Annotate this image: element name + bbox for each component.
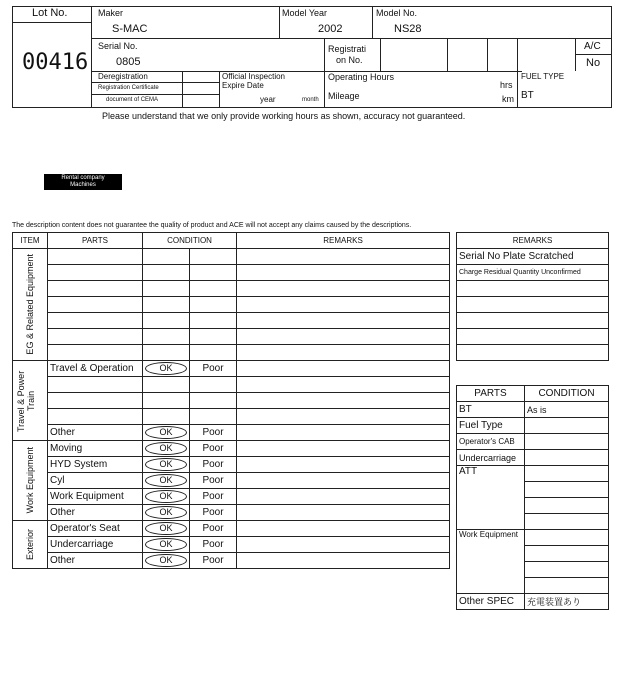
ok-cell [143,473,190,489]
rental-company-badge [44,174,122,190]
part-cell [48,393,143,409]
group-work-label: Work Equipment [25,447,35,514]
registration-label-2: on No. [336,55,363,65]
remarks-empty-row [457,297,609,313]
part-cell [48,377,143,393]
part-other-spec: Other SPEC [457,594,525,610]
divider [575,54,612,55]
poor-label: Poor [190,489,237,505]
registration-certificate-label: Registration Certificate [98,85,159,91]
ac-label: A/C [584,41,601,52]
maker-label: Maker [98,8,124,18]
remarks-cell [237,505,450,521]
condition-work-row [525,546,609,562]
poor-cell [190,249,237,265]
ok-circled-label: OK [145,554,187,567]
part-work-other: Other [48,505,143,521]
ok-cell [143,297,190,313]
part-travel-other: Other [48,425,143,441]
part-fuel-type: Fuel Type [457,418,525,434]
ok-circled-label: OK [145,362,187,375]
divider [517,38,518,108]
divider [219,71,220,108]
remarks-cell [237,345,450,361]
ok-cell [143,553,190,569]
remarks-cell [237,313,450,329]
remarks-cell [237,441,450,457]
ac-value: No [586,57,601,69]
poor-cell [190,409,237,425]
inspection-table [12,232,450,569]
condition-undercarriage [525,450,609,466]
part-cell [48,265,143,281]
ok-cell [143,409,190,425]
poor-cell [190,297,237,313]
divider [92,38,612,39]
serial-label: Serial No. [98,41,138,51]
poor-label: Poor [190,521,237,537]
divider [447,38,448,71]
remarks-cell [237,329,450,345]
col-item-header: ITEM [13,233,48,249]
remarks-cell [237,425,450,441]
part-undercarriage-right: Undercarriage [457,450,525,466]
ok-circled-label: OK [145,426,187,439]
year-label: year [260,95,276,104]
ok-cell [143,425,190,441]
col-parts-header: PARTS [48,233,143,249]
ok-circled-label: OK [145,522,187,535]
poor-label: Poor [190,457,237,473]
part-cell [48,281,143,297]
divider [324,38,325,108]
ok-circled-label: OK [145,538,187,551]
ok-circled-label: OK [145,458,187,471]
divider [279,6,280,38]
ok-cell [143,265,190,281]
condition-att-row [525,498,609,514]
divider [372,6,373,38]
cema-label: document of CEMA [106,97,159,103]
divider [12,22,92,23]
remarks-cell [237,297,450,313]
condition-bt: As is [525,402,609,418]
poor-label: Poor [190,505,237,521]
remarks-line-1: Serial No Plate Scratched [457,249,609,265]
remarks-cell [237,281,450,297]
ok-cell [143,361,190,377]
remarks-line-2: Charge Residual Quantity Unconfirmed [457,265,609,281]
model-year-value: 2002 [318,23,343,35]
disclaimer: The description content does not guarantee the quality of product and ACE will not accept any claims caused by the descriptions. [12,222,412,229]
poor-cell [190,313,237,329]
model-no-label: Model No. [376,8,418,18]
ok-circled-label: OK [145,506,187,519]
condition-work-row [525,562,609,578]
maker-value: S-MAC [112,23,148,35]
part-travel-operation: Travel & Operation [48,361,143,377]
part-moving: Moving [48,441,143,457]
ok-cell [143,521,190,537]
operating-hours-label: Operating Hours [328,72,395,82]
condition-att-row [525,514,609,530]
remarks-cell [237,249,450,265]
part-cell [48,313,143,329]
divider [92,82,219,83]
poor-label: Poor [190,361,237,377]
ok-circled-label: OK [145,474,187,487]
remarks-empty-row [457,313,609,329]
deregistration-label: Deregistration [98,72,148,81]
part-operators-seat: Operator's Seat [48,521,143,537]
remarks-empty-row [457,281,609,297]
divider [380,38,381,71]
inspection-label-2: Expire Date [222,81,264,90]
condition-att-row [525,466,609,482]
ok-circled-label: OK [145,442,187,455]
parts-header: PARTS [457,386,525,402]
part-undercarriage: Undercarriage [48,537,143,553]
part-work-equipment: Work Equipment [48,489,143,505]
remarks-cell [237,361,450,377]
remarks-cell [237,393,450,409]
remarks-cell [237,265,450,281]
poor-label: Poor [190,473,237,489]
condition-work-row [525,530,609,546]
ok-cell [143,377,190,393]
poor-cell [190,281,237,297]
remarks-cell [237,457,450,473]
poor-label: Poor [190,441,237,457]
model-no-value: NS28 [394,23,422,35]
poor-cell [190,265,237,281]
divider [487,38,488,71]
ok-cell [143,313,190,329]
poor-cell [190,345,237,361]
remarks-empty-row [457,329,609,345]
part-cell [48,249,143,265]
condition-att-row [525,482,609,498]
group-work [13,441,48,521]
lot-number: 00416 [22,50,89,75]
fuel-type-label: FUEL TYPE [521,72,565,81]
serial-value: 0805 [116,56,141,68]
ok-cell [143,329,190,345]
ok-circled-label: OK [145,490,187,503]
divider [92,94,219,95]
ok-cell [143,489,190,505]
remarks-table [456,232,609,361]
poor-label: Poor [190,537,237,553]
remarks-empty-row [457,345,609,361]
km-label: km [502,94,514,104]
remarks-cell [237,553,450,569]
group-exterior [13,521,48,569]
remarks-cell [237,409,450,425]
part-operators-cab: Operator's CAB [457,434,525,450]
badge-line-1: Rental company [61,175,105,181]
poor-cell [190,329,237,345]
condition-operators-cab [525,434,609,450]
col-remarks-header: REMARKS [237,233,450,249]
condition-work-row [525,578,609,594]
model-year-label: Model Year [282,8,328,18]
divider [182,71,183,108]
condition-header: CONDITION [525,386,609,402]
month-label: month [302,97,319,103]
remarks-cell [237,537,450,553]
remarks-cell [237,473,450,489]
condition-other-spec: 充電装置あり [525,594,609,610]
group-exterior-label: Exterior [25,528,35,560]
ok-cell [143,441,190,457]
ok-cell [143,345,190,361]
mileage-label: Mileage [328,91,360,101]
poor-label: Poor [190,425,237,441]
ok-cell [143,281,190,297]
part-bt: BT [457,402,525,418]
col-condition-header: CONDITION [143,233,237,249]
part-exterior-other: Other [48,553,143,569]
part-cell [48,409,143,425]
badge-line-2: Machines [70,182,96,188]
divider [91,6,92,108]
group-eg [13,249,48,361]
part-cell [48,329,143,345]
remarks-cell [237,489,450,505]
ok-cell [143,393,190,409]
fuel-type-value: BT [521,90,534,101]
part-cyl: Cyl [48,473,143,489]
remarks-cell [237,521,450,537]
hrs-label: hrs [500,80,513,90]
remarks-title: REMARKS [457,233,609,249]
ok-cell [143,249,190,265]
registration-label-1: Registrati [328,44,367,54]
condition-fuel-type [525,418,609,434]
poor-label: Poor [190,553,237,569]
part-att: ATT [457,466,525,530]
remarks-cell [237,377,450,393]
part-work-equipment-right: Work Equipment [457,530,525,594]
group-eg-label: EG & Related Equipment [25,254,35,355]
poor-cell [190,393,237,409]
lot-label: Lot No. [32,7,68,19]
divider [575,38,576,71]
ok-cell [143,457,190,473]
ok-cell [143,537,190,553]
part-hyd-system: HYD System [48,457,143,473]
ok-cell [143,505,190,521]
part-cell [48,297,143,313]
part-cell [48,345,143,361]
group-travel [13,361,48,441]
inspection-label-1: Official Inspection [222,72,285,81]
hours-notice: Please understand that we only provide working hours as shown, accuracy not guaranteed. [102,111,466,121]
poor-cell [190,377,237,393]
group-travel-label: Travel & Power Train [16,369,36,432]
parts-condition-table [456,385,609,610]
